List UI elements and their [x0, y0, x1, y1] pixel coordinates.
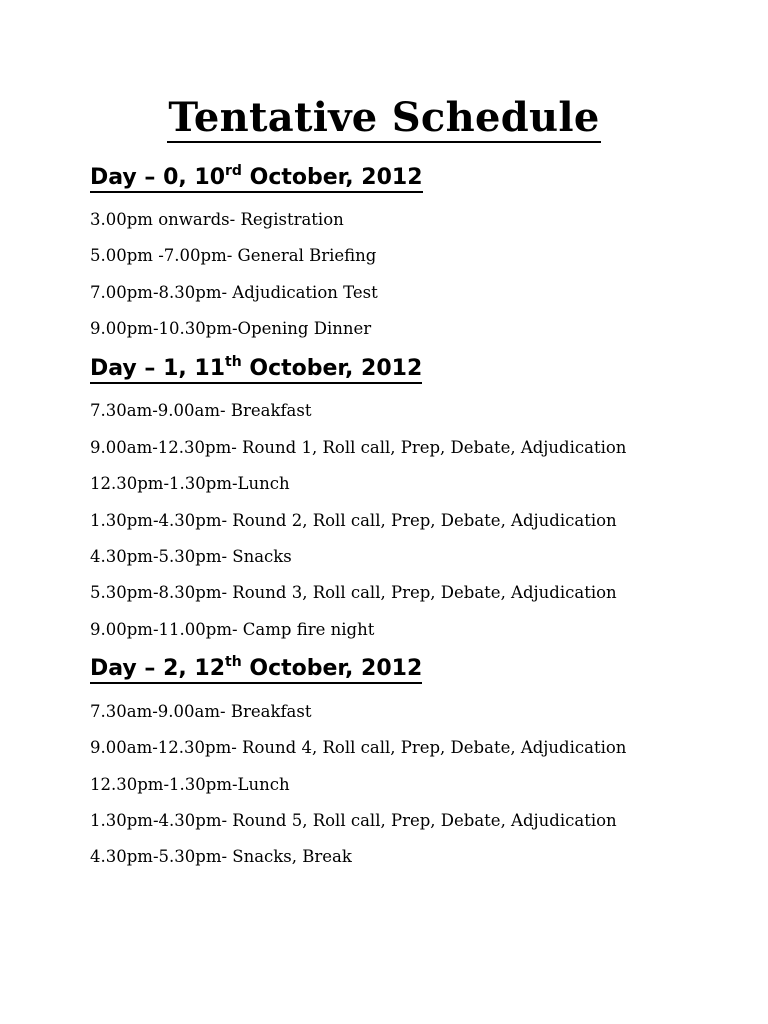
day-0-schedule-item: 5.00pm -7.00pm- General Briefing: [90, 246, 377, 265]
page-title: Tentative Schedule: [168, 94, 600, 141]
day-1-ordinal-suffix: th: [225, 354, 242, 370]
day-1-schedule-item: 9.00am-12.30pm- Round 1, Roll call, Prep, Debate, Adjudication: [90, 438, 627, 457]
day-1-schedule-item: 5.30pm-8.30pm- Round 3, Roll call, Prep, Debate, Adjudication: [90, 583, 617, 602]
day-0-schedule-item: 3.00pm onwards- Registration: [90, 210, 344, 229]
day-2-schedule-item: 12.30pm-1.30pm-Lunch: [90, 775, 290, 794]
day-0-heading: [90, 163, 423, 193]
day-0-schedule-item: 7.00pm-8.30pm- Adjudication Test: [90, 283, 378, 302]
day-1-schedule-item: 1.30pm-4.30pm- Round 2, Roll call, Prep, Debate, Adjudication: [90, 511, 617, 530]
day-1-schedule-item: 7.30am-9.00am- Breakfast: [90, 401, 312, 420]
day-1-schedule-item: 4.30pm-5.30pm- Snacks: [90, 547, 292, 566]
day-1-date-prefix: Day – 1, 11: [90, 356, 226, 381]
day-2-date-prefix: Day – 2, 12: [90, 656, 226, 681]
day-0-date-prefix: Day – 0, 10: [90, 165, 226, 190]
day-0-schedule-item: 9.00pm-10.30pm-Opening Dinner: [90, 319, 372, 338]
day-1-schedule-item: 12.30pm-1.30pm-Lunch: [90, 474, 290, 493]
day-2-schedule-item: 1.30pm-4.30pm- Round 5, Roll call, Prep, Debate, Adjudication: [90, 811, 617, 830]
day-0-ordinal-suffix: rd: [225, 163, 242, 179]
day-2-schedule-item: 4.30pm-5.30pm- Snacks, Break: [90, 847, 352, 866]
day-2-heading: [90, 654, 422, 684]
day-1-schedule-item: 9.00pm-11.00pm- Camp fire night: [90, 620, 375, 639]
day-2-month-year: October, 2012: [241, 656, 423, 681]
day-1-heading: [90, 354, 422, 384]
day-2-schedule-item: 7.30am-9.00am- Breakfast: [90, 702, 312, 721]
day-0-month-year: October, 2012: [241, 165, 423, 190]
day-1-month-year: October, 2012: [241, 356, 423, 381]
day-2-ordinal-suffix: th: [225, 654, 242, 670]
day-2-schedule-item: 9.00am-12.30pm- Round 4, Roll call, Prep, Debate, Adjudication: [90, 738, 627, 757]
